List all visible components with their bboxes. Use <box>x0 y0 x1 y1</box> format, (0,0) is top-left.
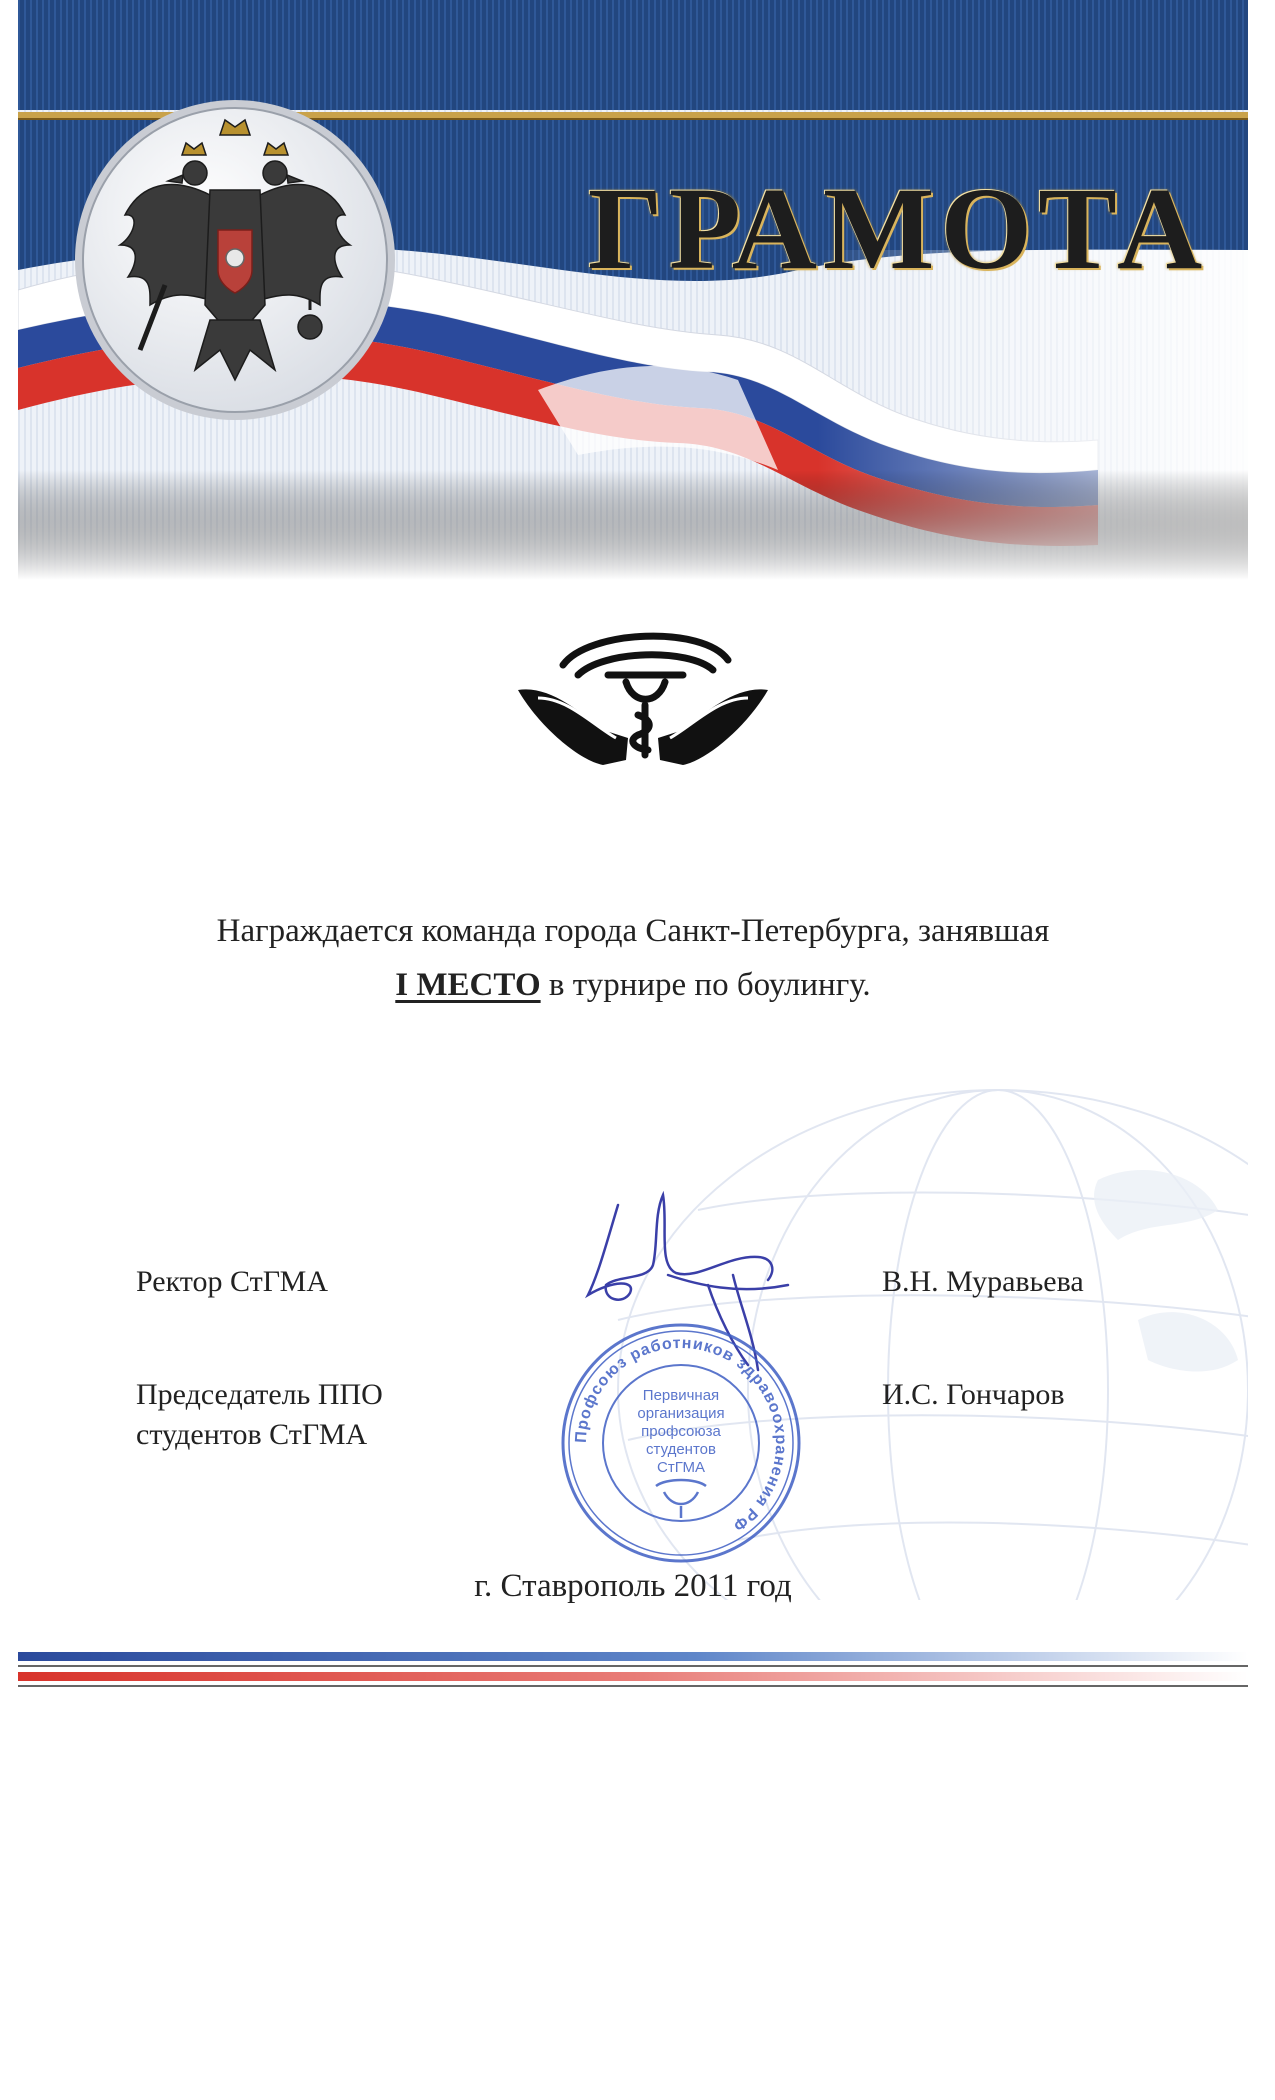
city-year: г. Ставрополь 2011 год <box>474 1568 792 1604</box>
stamp-emblem-icon <box>656 1480 706 1518</box>
coat-of-arms-medallion <box>70 95 400 425</box>
award-line-1: Награждается команда города Санкт-Петербурга, занявшая <box>216 913 1050 949</box>
stamp-line-1: Первичная <box>642 1387 720 1404</box>
rector-name: В.Н. Муравьева <box>882 1265 1084 1298</box>
stamp-line-4: студентов <box>646 1441 716 1458</box>
award-line-2 <box>18 958 1248 1012</box>
stamp-line-3: профсоюза <box>641 1423 721 1440</box>
page-title: ГРАМОТА <box>587 163 1209 294</box>
organization-stamp <box>556 1318 806 1568</box>
footer-tricolor-stripes <box>18 1652 1248 1712</box>
rector-title: Ректор СтГМА <box>136 1265 329 1298</box>
certificate <box>18 0 1248 1730</box>
award-place: I МЕСТО <box>395 967 541 1003</box>
chair-title-line-2: студентов СтГМА <box>136 1418 368 1451</box>
chair-title <box>136 1375 496 1455</box>
chair-title-line-1: Председатель ППО <box>136 1378 383 1411</box>
bowl-and-snake-hands-icon <box>508 620 778 770</box>
stamp-outer-text: Профсоюз работников здравоохранения РФ <box>572 1334 790 1535</box>
award-line-2-rest: в турнире по боулингу. <box>540 967 871 1003</box>
chair-name: И.С. Гончаров <box>882 1378 1065 1411</box>
award-statement <box>18 904 1248 1012</box>
stamp-line-2: организация <box>637 1405 725 1422</box>
stamp-line-5: СтГМА <box>657 1459 705 1476</box>
